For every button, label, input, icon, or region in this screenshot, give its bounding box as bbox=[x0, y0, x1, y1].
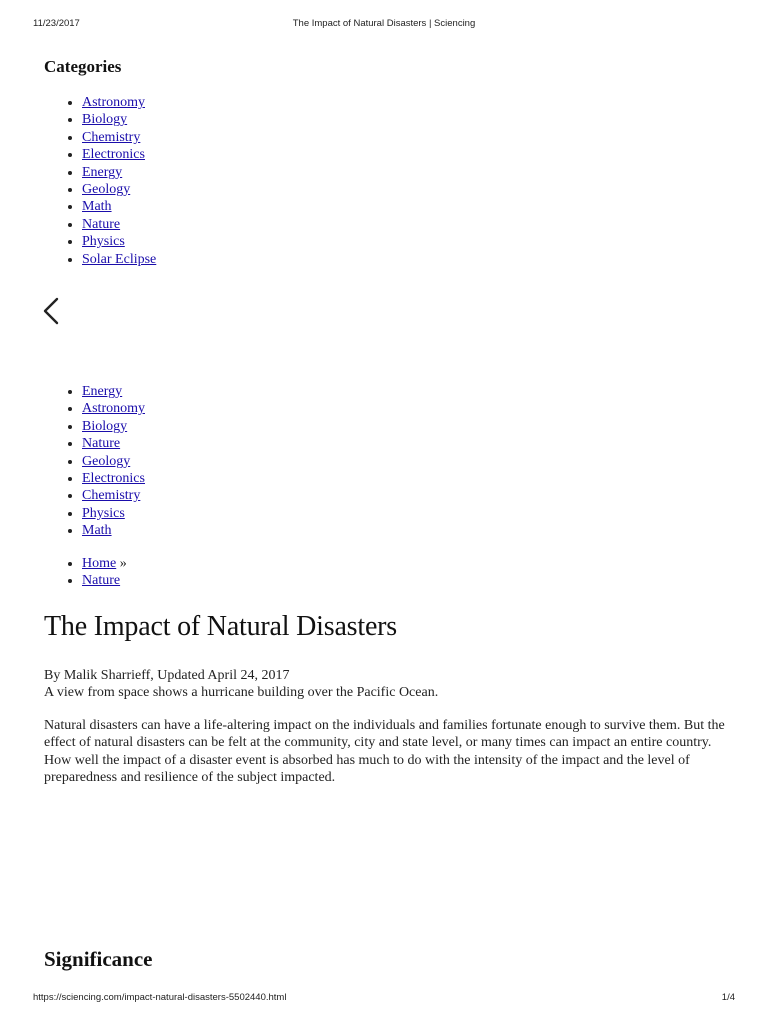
nav-link-electronics[interactable]: Electronics bbox=[82, 470, 145, 486]
section-heading-significance: Significance bbox=[44, 947, 153, 971]
category-link-astronomy[interactable]: Astronomy bbox=[82, 95, 145, 110]
breadcrumb-home-link[interactable]: Home bbox=[82, 556, 117, 571]
list-item bbox=[82, 216, 156, 233]
print-page-number: 1/4 bbox=[721, 992, 735, 1003]
nav-link-physics[interactable]: Physics bbox=[82, 505, 125, 521]
chevron-left-icon[interactable] bbox=[42, 296, 62, 326]
category-link-geology[interactable]: Geology bbox=[82, 181, 131, 197]
list-item bbox=[82, 181, 156, 198]
breadcrumb bbox=[66, 555, 127, 590]
category-link-physics[interactable]: Physics bbox=[82, 234, 125, 250]
nav-link-nature[interactable]: Nature bbox=[82, 436, 121, 452]
article-paragraph: Natural disasters can have a life-altering impact on the individuals and families fortunate enough to survive them. But the effect of natural disasters can be felt at the community, city and state level, or many times can impact an entire country. How well the impact of a disaster event is absorbed has much to do with the intensity of the impact and the level of preparedness and resilience of the subject impacted. bbox=[44, 718, 725, 786]
category-link-biology[interactable]: Biology bbox=[82, 112, 128, 128]
nav-link-geology[interactable]: Geology bbox=[82, 453, 131, 469]
category-link-electronics[interactable]: Electronics bbox=[82, 147, 145, 163]
image-caption: A view from space shows a hurricane building over the Pacific Ocean. bbox=[44, 685, 439, 700]
article-byline: By Malik Sharrieff, Updated April 24, 2017 bbox=[44, 668, 290, 683]
list-item bbox=[82, 198, 156, 215]
list-item bbox=[82, 383, 145, 400]
list-item bbox=[82, 111, 156, 128]
nav-link-energy[interactable]: Energy bbox=[82, 384, 123, 399]
list-item bbox=[82, 453, 145, 470]
list-item bbox=[82, 470, 145, 487]
list-item bbox=[82, 164, 156, 181]
print-footer bbox=[0, 992, 768, 1006]
category-link-chemistry[interactable]: Chemistry bbox=[82, 129, 141, 145]
categories-heading: Categories bbox=[44, 57, 122, 76]
list-item bbox=[82, 251, 156, 268]
list-item bbox=[82, 522, 145, 539]
print-header bbox=[0, 18, 768, 32]
category-link-solar-eclipse[interactable]: Solar Eclipse bbox=[82, 251, 157, 267]
list-item bbox=[82, 94, 156, 111]
print-url: https://sciencing.com/impact-natural-disasters-5502440.html bbox=[33, 992, 287, 1003]
breadcrumb-nature-link[interactable]: Nature bbox=[82, 573, 121, 589]
print-date: 11/23/2017 bbox=[33, 18, 80, 29]
category-link-math[interactable]: Math bbox=[82, 199, 112, 215]
article-title: The Impact of Natural Disasters bbox=[44, 611, 398, 642]
category-link-nature[interactable]: Nature bbox=[82, 216, 121, 232]
list-item bbox=[82, 418, 145, 435]
list-item bbox=[82, 233, 156, 250]
list-item bbox=[82, 505, 145, 522]
nav-link-chemistry[interactable]: Chemistry bbox=[82, 488, 141, 504]
list-item bbox=[82, 146, 156, 163]
breadcrumb-item bbox=[82, 555, 127, 572]
list-item bbox=[82, 435, 145, 452]
nav-link-biology[interactable]: Biology bbox=[82, 418, 128, 434]
nav-list bbox=[66, 383, 145, 540]
breadcrumb-separator: » bbox=[116, 556, 127, 571]
print-page-title: The Impact of Natural Disasters | Sciencing bbox=[292, 18, 476, 29]
nav-link-math[interactable]: Math bbox=[82, 523, 112, 539]
list-item bbox=[82, 400, 145, 417]
list-item bbox=[82, 487, 145, 504]
category-link-energy[interactable]: Energy bbox=[82, 164, 123, 180]
categories-list bbox=[66, 94, 156, 268]
list-item bbox=[82, 129, 156, 146]
nav-link-astronomy[interactable]: Astronomy bbox=[82, 401, 145, 417]
breadcrumb-item bbox=[82, 572, 127, 589]
